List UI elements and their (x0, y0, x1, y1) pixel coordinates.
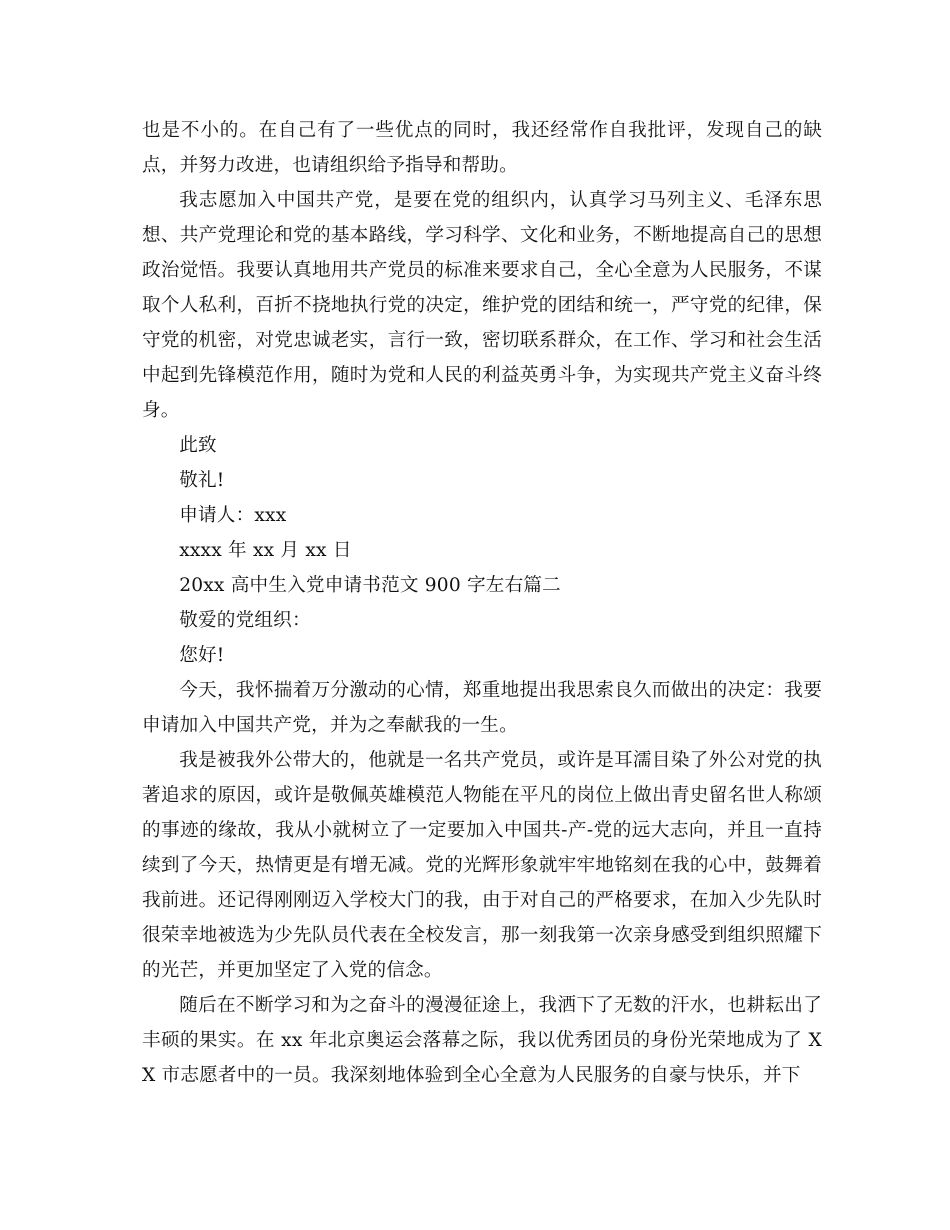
applicant-line: 申请人：xxx (179, 505, 287, 526)
paragraph-continuation: 也是不小的。在自己有了一些优点的同时，我还经常作自我批评，发现自己的缺点，并努力改进，也请组织给予指导和帮助。 (142, 120, 822, 176)
document-body (142, 113, 822, 1093)
paragraph-volunteer-experience: 随后在不断学习和为之奋斗的漫漫征途上，我洒下了无数的汗水，也耕耘出了丰硕的果实。在 xx 年北京奥运会落幕之际，我以优秀团员的身份光荣地成为了 XX 市志愿者中的一员。我深刻地体验到全心全意为人民服务的自豪与快乐，并下 (142, 995, 822, 1086)
date-line: xxxx 年 xx 月 xx 日 (179, 540, 352, 561)
paragraph-background: 我是被我外公带大的，他就是一名共产党员，或许是耳濡目染了外公对党的执著追求的原因，或许是敬佩英雄模范人物能在平凡的岗位上做出青史留名世人称颂的事迹的缘故，我从小就树立了一定要加入中国共-产-党的远大志向，并且一直持续到了今天，热情更是有增无减。党的光辉形象就牢牢地铭刻在我的心中，鼓舞着我前进。还记得刚刚迈入学校大门的我，由于对自己的严格要求，在加入少先队时很荣幸地被选为少先队员代表在全校发言，那一刻我第一次亲身感受到组织照耀下的光芒，并更加坚定了入党的信念。 (142, 750, 822, 981)
paragraph-volunteer-pledge: 我志愿加入中国共产党，是要在党的组织内，认真学习马列主义、毛泽东思想、共产党理论和党的基本路线，学习科学、文化和业务，不断地提高自己的思想政治觉悟。我要认真地用共产党员的标准来要求自己，全心全意为人民服务，不谋取个人私利，百折不挠地执行党的决定，维护党的团结和统一，严守党的纪律，保守党的机密，对党忠诚老实，言行一致，密切联系群众，在工作、学习和社会生活中起到先锋模范作用，随时为党和人民的利益英勇斗争，为实现共产党主义奋斗终身。 (142, 190, 822, 421)
salutation: 敬爱的党组织： (179, 610, 311, 631)
paragraph-decision: 今天，我怀揣着万分激动的心情，郑重地提出我思索良久而做出的决定：我要申请加入中国共产党，并为之奉献我的一生。 (142, 680, 822, 736)
closing-jingli: 敬礼! (179, 470, 225, 491)
section-title: 20xx 高中生入党申请书范文 900 字左右篇二 (179, 575, 561, 596)
greeting: 您好! (179, 645, 225, 666)
closing-cizhi: 此致 (179, 435, 217, 456)
